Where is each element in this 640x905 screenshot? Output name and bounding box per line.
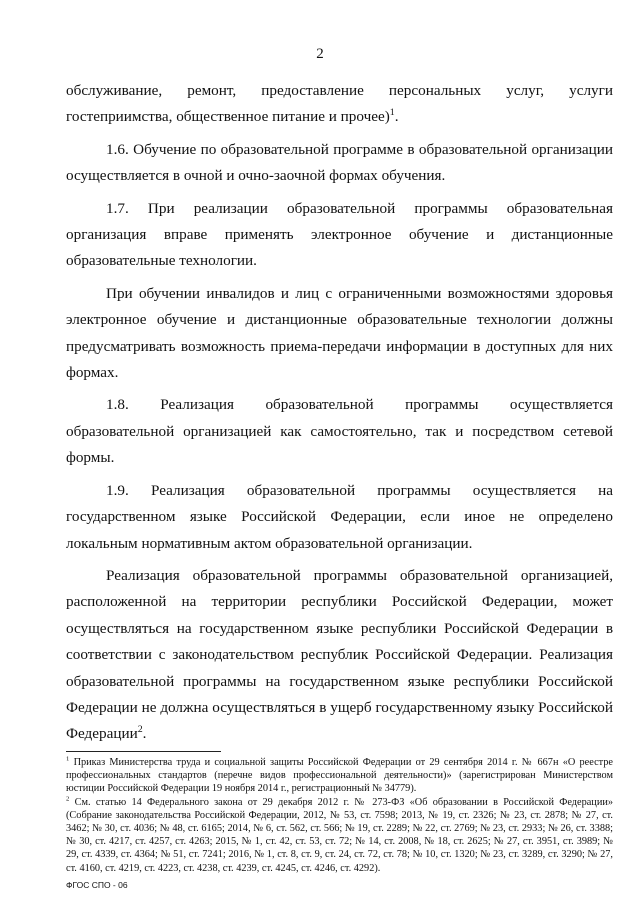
footnotes [66, 756, 613, 875]
paragraph: 1.6. Обучение по образовательной программе в образовательной организации осуществляется в очной и очно-заочной формах обучения. [66, 140, 613, 185]
paragraph: 1.7. При реализации образовательной программы образовательная организация вправе применять электронное обучение и дистанционные образовательные технологии. [66, 199, 613, 270]
footnote-divider [66, 751, 221, 752]
footnote-mark: 1 [66, 755, 70, 763]
paragraph: 1.9. Реализация образовательной программы осуществляется на государственном языке Российской Федерации, если иное не определено локальным нормативным актом образовательной организации. [66, 481, 613, 552]
page-number: 2 [316, 46, 324, 62]
footnote-ref: 1 [389, 107, 395, 119]
document-code: ФГОС СПО - 06 [66, 880, 128, 890]
footnote: $^2$ См. статью 14 Федерального закона от 29 декабря 2012 г. № 273-ФЗ «Об образовании в Российской Федерации» (Собрание законодательства Российской Федерации, 2012, № 53, ст. 7598; 2013, № 19, ст. 2326; № 23, ст. 2878; № 27, ст. 3462; № 30, ст. 4036; № 48, ст. 6165; 2014, № 6, ст. 562, ст. 566; № 19, ст. 2289; № 22, ст. 2769; № 23, ст. 2933; № 26, ст. 3388; № 30, ст. 4217, ст. 4257, ст. 4263; 2015, № 1, ст. 42, ст. 53, ст. 72; № 14, ст. 2008, № 18, ст. 2625; № 27, ст. 3951, ст. 3989; № 29, ст. 4339, ст. 4364; № 51, ст. 7241; 2016, № 1, ст. 8, ст. 9, ст. 24, ст. 72, ст. 78; № 10, ст. 1320; № 23, ст. 3289, ст. 3290; № 27, ст. 4160, ст. 4219, ст. 4223, ст. 4238, ст. 4239, ст. 4245, ст. 4246, ст. 4292). [66, 795, 613, 874]
footnote: $^1$ Приказ Министерства труда и социальной защиты Российской Федерации от 29 сентября 2014 г. № 667н «О реестре профессиональных стандартов (перечне видов профессиональной деятельности)» (зарегистрирован Министерством юстиции Российской Федерации 19 ноября 2014 г., регистрационный № 34779). [66, 755, 613, 795]
body-text [66, 78, 613, 748]
paragraph: обслуживание, ремонт, предоставление персональных услуг, услуги гостеприимства, общественное питание и прочее)$^1$. [66, 82, 613, 126]
footnote-ref: 2 [137, 724, 143, 736]
paragraph: При обучении инвалидов и лиц с ограниченными возможностями здоровья электронное обучение и дистанционные образовательные технологии должны предусматривать возможность приема-передачи информации в доступных для них формах. [66, 284, 613, 382]
footnote-mark: 2 [66, 795, 70, 803]
paragraph: 1.8. Реализация образовательной программы осуществляется образовательной организацией как самостоятельно, так и посредством сетевой формы. [66, 396, 613, 467]
paragraph: Реализация образовательной программы образовательной организацией, расположенной на территории республики Российской Федерации, может осуществляться на государственном языке республики Российской Федерации в соответствии с законодательством республик Российской Федерации. Реализация образовательной программы на государственном языке республики Российской Федерации не должна осуществляться в ущерб государственному языку Российской Федерации$^2$. [66, 566, 613, 743]
